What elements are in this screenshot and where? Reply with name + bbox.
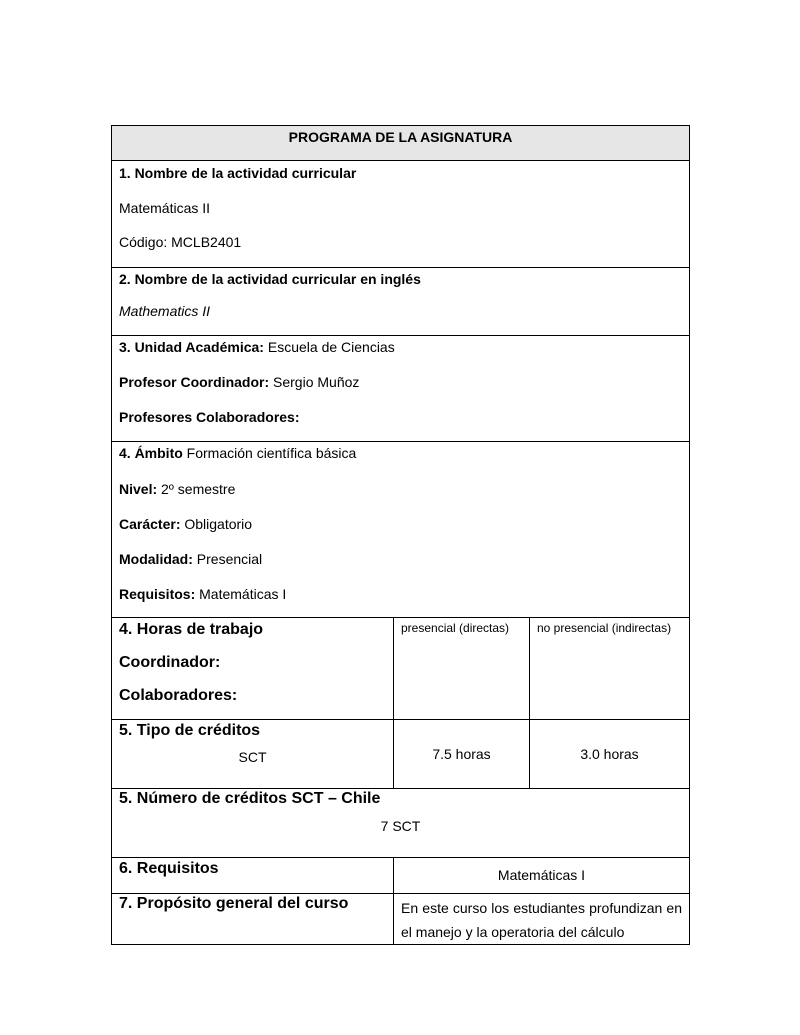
section-3-cell — [112, 336, 690, 442]
course-code: Código: MCLB2401 — [119, 234, 242, 250]
collaborators-label: Profesores Colaboradores: — [119, 409, 300, 425]
purpose-title: 7. Propósito general del curso — [119, 895, 349, 912]
purpose-title-cell — [112, 894, 394, 945]
section-1-title: 1. Nombre de la actividad curricular — [119, 165, 357, 181]
coordinator — [119, 374, 682, 391]
hours-indirect-header: no presencial (indirectas) — [537, 621, 672, 635]
credit-number-value: 7 SCT — [380, 818, 421, 834]
hours-label-cell — [112, 618, 394, 720]
credit-type-row — [112, 720, 690, 789]
scope-value: Formación científica básica — [182, 445, 357, 461]
credit-indirect-cell — [530, 720, 690, 789]
credit-direct-hours: 7.5 horas — [432, 745, 491, 762]
character-value: Obligatorio — [180, 516, 253, 532]
requirements-prereq: Matemáticas I — [497, 867, 586, 883]
coordinator-value: Sergio Muñoz — [269, 374, 360, 390]
scope-label: 4. Ámbito — [119, 445, 183, 461]
requirements-row — [112, 858, 690, 894]
credit-direct-cell — [394, 720, 530, 789]
requirements-title: 6. Requisitos — [119, 860, 219, 877]
section-1-cell — [112, 161, 690, 268]
hours-coordinator-label: Coordinador: — [119, 654, 221, 671]
section-2-row — [112, 268, 690, 336]
purpose-text-cell — [394, 894, 690, 945]
credit-number-row — [112, 789, 690, 858]
credit-indirect-hours: 3.0 horas — [580, 745, 639, 762]
hours-collaborators-label: Colaboradores: — [119, 687, 238, 704]
scope — [119, 442, 682, 462]
section-4-row — [112, 442, 690, 618]
header-row — [112, 126, 690, 161]
credit-number-cell — [112, 789, 690, 858]
section-3-row — [112, 336, 690, 442]
requirements-value: Matemáticas I — [195, 586, 287, 602]
purpose-text: En este curso los estudiantes profundizan en el manejo y la operatoria del cálculo — [401, 900, 682, 940]
requirements-value-cell — [394, 858, 690, 894]
credit-type-title: 5. Tipo de créditos — [119, 722, 261, 739]
document-title: PROGRAMA DE LA ASIGNATURA — [288, 129, 513, 145]
level-value: 2º semestre — [157, 481, 236, 497]
character-label: Carácter: — [119, 516, 181, 532]
requirements-title-cell — [112, 858, 394, 894]
credit-number-title: 5. Número de créditos SCT – Chile — [119, 790, 381, 807]
modality-value: Presencial — [192, 551, 263, 567]
section-4-cell — [112, 442, 690, 618]
hours-title: 4. Horas de trabajo — [119, 621, 264, 638]
section-2-title: 2. Nombre de la actividad curricular en inglés — [119, 271, 421, 287]
requirements-line — [119, 586, 682, 603]
credit-type-cell — [112, 720, 394, 789]
academic-unit — [119, 336, 682, 356]
purpose-row — [112, 894, 690, 945]
header-cell — [112, 126, 690, 161]
hours-row — [112, 618, 690, 720]
credit-type-value: SCT — [238, 749, 267, 765]
academic-unit-value: Escuela de Ciencias — [263, 339, 395, 355]
academic-unit-label: 3. Unidad Académica: — [119, 339, 264, 355]
coordinator-label: Profesor Coordinador: — [119, 374, 270, 390]
level — [119, 481, 682, 498]
requirements-label: Requisitos: — [119, 586, 196, 602]
level-label: Nivel: — [119, 481, 158, 497]
modality-label: Modalidad: — [119, 551, 193, 567]
hours-direct-header-cell — [394, 618, 530, 720]
course-name-english: Mathematics II — [119, 303, 211, 319]
syllabus-table — [111, 125, 690, 945]
hours-indirect-header-cell — [530, 618, 690, 720]
hours-direct-header: presencial (directas) — [401, 621, 510, 635]
modality — [119, 551, 682, 568]
section-2-cell — [112, 268, 690, 336]
course-name: Matemáticas II — [119, 200, 211, 216]
character — [119, 516, 682, 533]
section-1-row — [112, 161, 690, 268]
